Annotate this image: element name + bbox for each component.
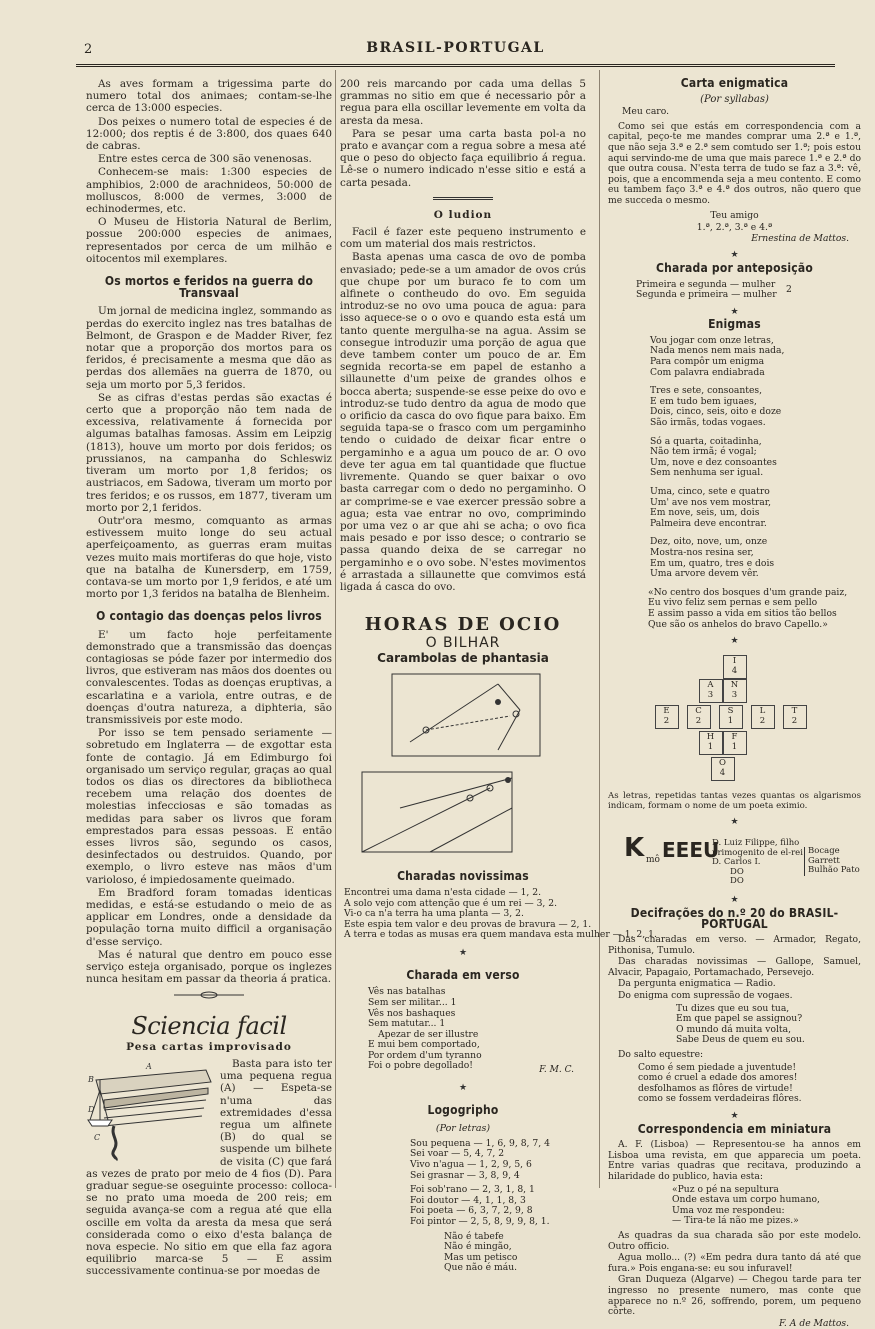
scale-illustration [86,1060,214,1160]
verse-line: Sem nenhuma ser igual. [650,467,764,479]
verse-line: Vês nos bashaques [368,1007,456,1019]
verse-line: Tres e sete, consoantes, [650,385,763,397]
article-heading: O ludion [433,208,493,221]
list-item: Encontrei uma dama n'esta cidade — 1, 2. [344,886,542,898]
rebus [608,833,861,889]
verse-line: Que não é máu. [444,1262,518,1274]
column-right [608,76,861,1329]
verse-line: Sou pequena — 1, 6, 9, 8, 7, 4 [410,1137,550,1149]
verse-line: Sem ser militar... 1 [368,996,457,1008]
star-divider: ★ [730,306,739,317]
grid-cell: N 3 [723,679,747,703]
grid-cell: T 2 [783,705,807,729]
star-divider: ★ [730,1111,739,1121]
grid-cell: H 1 [699,731,723,755]
list-item: A terra e todas as musas era quem mandava esta mulher — 1, 2, 1. [344,929,657,941]
quote-verse [648,588,861,630]
billiard-diagram-1 [340,670,586,762]
brace-number: 2 [786,283,792,295]
column-divider [599,70,600,1188]
column-left [86,78,332,1278]
verse-line: Foi poeta — 6, 3, 7, 2, 9, 8 [410,1205,533,1217]
paragraph: E' um facto hoje perfeitamente demonstrado que a transmissão das doenças contagiosas se póde fazer por intermedio dos livros, que estiveram nas mãos dos doentes ou convalescentes. Todas as doenças eruptivas, a escarlatina e a variola, entre outras, e de doenças d'outra natureza, a diphteria, são transmissiveis por este modo. [86,628,332,726]
svg-text:A: A [146,1062,152,1072]
verse-line: Em um, quatro, tres e dois [650,557,775,569]
verse-line: Palmeira deve encontrar. [650,517,767,529]
ornament-divider [86,991,332,1003]
list-item: A solo vejo com attenção que é um rei — 3, 2. [344,897,558,909]
paragraph: Em Bradford foram tomadas identicas medidas, e está-se estudando o meio de as applicar em Londres, onde a densidade da população torna muito difficil a organisação d'esse serviço. [86,886,332,948]
star-divider: ★ [730,816,739,827]
star-divider: ★ [730,636,739,647]
paragraph: Para se pesar uma carta basta pol-a no prato e avançar com a regua sobre a mesa até que o peso do objecto faça equilibrio á regua. Lê-se o numero indicado n'esse sitio e está a carta pesada. [340,127,586,189]
subheading: (Por syllabas) [700,93,769,105]
verse-line: Foi doutor — 4, 1, 1, 8, 3 [410,1194,526,1206]
divider [433,197,493,200]
article-heading: Charada por anteposição [656,260,813,275]
article-heading: Pesa cartas improvisado [126,1040,292,1053]
article-heading: Logogripho [427,1103,499,1118]
paragraph: A. F. (Lisboa) — Representou-se ha annos em Lisboa uma revista, em que apparecia um poeta. Entre varias quadras que recitava, produzindo a hilaridade do publico, havia esta: [608,1139,861,1182]
star-divider: ★ [730,250,739,261]
charadas-novissimas-list [344,886,657,941]
verse-line: Um' ave nos vem mostrar, [650,496,772,508]
grid-cell: A 3 [699,679,723,703]
verse-line: «No centro dos bosques d'um grande paiz, [648,586,848,598]
paragraph: As quadras da sua charada são por este modelo. Outro officio. [608,1229,861,1252]
verse-line: Primeira e segunda — mulher [636,278,776,290]
svg-text:C: C [94,1133,101,1143]
verse-line: Só a quarta, coitadinha, [650,435,762,447]
verse-line: Sei grasnar — 3, 8, 9, 4 [410,1169,520,1181]
pesa-cartas-article [86,1058,332,1278]
paragraph: Entre estes cerca de 300 são venenosas. [98,153,312,166]
paragraph: Basta apenas uma casca de ovo de pomba envasiado; pede-se a um amador de ovos crús que chupe por um buraco fe to com um alfinete o contheudo do ovo. Em seguida introduz-se no ovo uma pouca de agua: para isso aquece-se o o ovo e quando esta está um tanto quente mergulha-se na agua. Assim se consegue introduzir uma porção de agua que deve tambem conter um pouco de ar. Em segnida recorta-se em papel de estanho a sillaunette d'um peixe de grandes olhos e bocca aberta; suspende-se esse peixe do ovo e introduz-se tudo dentro da agua de modo que o orificio da casca do ovo fique para baixo. Em seguida tapa-se o frasco com um pergaminho tendo o cuidado de deixar ficar entre o pergaminho e a agua um pouco de ar. O ovo deve ter agua em tal quantidade que fluctue livremente. Quando se quer baixar o ovo basta carregar com o dedo no pergaminho. O ar comprime-se e vae exercer pressão sobre a agua; esta vae entrar no ovo, comprimindo por uma vez o ar que ahi se acha; o ovo fica mais pesado e por isso desce; o contrario se passa quando deixa de se carregar no pergaminho e o ovo sobe. N'estes movimentos é arrastada a sillaunette que comvimos está ligada á casca do ovo. [340,251,586,593]
rebus-eeeu: EEEU [662,838,720,863]
anteposicao [636,280,861,301]
page-header [76,38,835,67]
grid-cell: C 2 [687,705,711,729]
verse-line: E assim passo a vida em sitios tão bellos [648,607,837,619]
grid-cell: O 4 [711,757,735,781]
rebus-k: K [624,833,645,864]
svg-text:B: B [88,1075,94,1085]
paragraph: Outr'ora mesmo, comquanto as armas estivessem muito longe do seu actual aperfeiçoamento, as guerras eram muitas vezes muito mais mortiferas do que hoje, visto que na batalha de Kunersderp, em 1759, contava-se um morto por 1,9 feridos, e até um morto por 1,3 feridos na batalha de Blenheim. [86,514,332,601]
paragraph: Gran Duqueza (Algarve) — Chegou tarde para ter ingresso no presente numero, mas conte que apparece no n.º 26, soffrendo, porem, um pequeno côrte. [608,1274,861,1318]
article-heading: O contagio das doenças pelos livros [96,609,322,624]
verse-line: Uma arvore devem vêr. [650,568,759,580]
star-divider: ★ [458,947,468,958]
article-heading: Charada em verso [406,968,520,983]
paragraph: Como sei que estás em correspondencia com a capital, peço-te me mandes comprar uma 2.ª e 1.ª, que não seja 3.ª e 2.ª sem comtudo ser 1.ª; pois estou aqui servindo-me de uma que mais parece 1.ª e 2.ª do que outra cousa. N'esta terra de tudo se faz a 3.ª: vê, pois, que a encommenda seja a meu contento. E como eu tambem faço 3.ª e 4.ª dos outros, não quero que me succeda o mesmo. [608,120,861,206]
verse-line: São irmãs, todas vogaes. [650,417,766,429]
verse-line: E mui bem comportado, [368,1039,480,1051]
verse-line: Nada menos nem mais nada, [650,345,785,357]
verse-line: Sem matutar... 1 [368,1018,446,1030]
paragraph: O Museu de Historia Natural de Berlim, possue 200:000 especies de animaes, representados por cerca de um milhão e oitocentos mil exemplares. [86,216,332,265]
paragraph: 200 reis marcando por cada uma dellas 5 grammas no sitio em que é necessario pôr a regua para ella oscillar levemente em volta da aresta da mesa. [340,78,586,127]
verse-line: Um, nove e dez consoantes [650,456,777,468]
star-divider: ★ [458,1083,468,1094]
article-heading: Os mortos e feridos na guerra do Transvaal [104,274,314,301]
paragraph: Mas é natural que dentro em pouco esse serviço esteja organisado, porque os inglezes nunca hesitam em passar da theoria á pratica. [86,948,332,986]
verse-line: Em nove, seis, um, dois [650,507,760,519]
article-heading: Charadas novissimas [397,868,529,883]
grid-cell: F 1 [723,731,747,755]
column-divider [335,70,336,1188]
article-heading: Carambolas de phantasia [377,650,549,665]
paragraph: Da pergunta enigmatica — Radio. [618,978,776,990]
verse-line: Uma, cinco, sete e quatro [650,486,770,497]
subheading: (Por letras) [435,1122,491,1134]
article-heading: Enigmas [708,317,761,332]
verse-line: Com palavra endiabrada [650,366,765,378]
section-title-ornate: HORAS DE OCIO [364,614,562,636]
svg-text:D: D [88,1105,95,1115]
grid-cell: S 1 [719,705,743,729]
article-heading: Correspondencia em miniatura [637,1121,832,1136]
closing-numbers: 1.ª, 2.ª, 3.ª e 4.ª [696,222,773,234]
verse-line: Sei voar — 5, 4, 7, 2 [410,1148,505,1160]
list-item: Este espia tem valor e deu provas de bravura — 2, 1. [344,918,592,930]
paragraph: Do enigma com supressão de vogaes. [618,990,793,1002]
verse-line: Por ordem d'um tyranno [368,1049,482,1061]
signature: Ernestina de Mattos. [751,232,849,244]
star-divider: ★ [730,895,739,906]
paragraph: Se as cifras d'estas perdas são exactas é certo que a proporção não tem nada de excessiva, relativamente á fornecida por algumas batalhas famosas. Assim em Leipzig (1813), houve um morto por dois feridos; os prussianos, na campanha do Schleswiz tiveram um morto por 1,8 feridos; os austriacos, em Sadowa, tiveram um morto por tres feridos; e os russos, em 1877, tiveram um morto por 2,1 feridos. [86,391,332,514]
paragraph: Conhecem-se mais: 1:300 especies de amphibios, 2:000 de arachnideos, 50:000 de molluscos, 8:000 de vermes, 3:000 de echinodermes, etc. [86,166,332,216]
charada-verso [368,987,586,1072]
enigma-verse [650,336,861,580]
verse-line: Não tem irmã; é vogal; [650,446,757,458]
verse-line: Segunda e primeira — mulher [636,289,777,301]
rebus-mo: mô [646,855,660,866]
verse-line: Eu vivo feliz sem pernas e sem pello [648,597,818,609]
page-number: 2 [84,42,93,57]
salutation: Meu caro. [622,106,669,118]
verse-line: Não é mingão, [444,1241,512,1253]
page-title: BRASIL-PORTUGAL [366,40,545,56]
paragraph: Basta para isto ter uma pequena regua (A) — Espeta-se n'uma das extremidades d'essa regua um alfinete (B) do qual se suspende um bilhete de visita (C) que fará as vezes de prato por meio de 4 fios (D). Para graduar segue-se oseguinte processo: colloca-se no prato uma moeda de 200 reis; em seguida avança-se com a regua até que ella oscille em volta da aresta da mesa que será considerada como o eixo d'esta balança de nova especie. No sitio em que ella faz agora equilibrio marca-se 5 — E assim successivamente continua-se por moedas de [86,1058,332,1278]
verse-line: Foi o pobre degollado! [368,1060,473,1072]
article-heading: Decifrações do n.º 20 do BRASIL-PORTUGAL [630,905,839,931]
paragraph: Agua mollo... (?) «Em pedra dura tanto dá até que fura.» Pois engana-se: eu sou infuravel! [608,1252,861,1274]
verse-line: Que são os anhelos do bravo Capello.» [648,618,828,630]
verse-line: Não é tabefe [444,1230,504,1242]
article-heading: Carta enigmatica [680,76,789,90]
billiard-diagram-2 [340,768,586,862]
closing: Teu amigo [710,209,759,221]
signature: F. A de Mattos. [778,1317,849,1329]
quote-verse: «Puz o pé na sepultura Onde estava um corpo humano, Uma voz me respondeu: — Tira-te lá não me pizes.» [672,1183,820,1227]
section-title-script: Sciencia facil [131,1011,287,1040]
letter-cross-grid [655,655,815,785]
paragraph: Por isso se tem pensado seriamente — sobretudo em Inglaterra — de exgottar esta fonte de contagio. Já em Edimburgo foi organisado um serviço regular, graças ao qual todos os dias os directores da bibliotheca recebem uma relação dos doentes de molestias infecciosas e são tomadas as medidas para saber os livros que foram emprestados para essas pessoas. E então esses livros são, segundo os casos, desinfectados ou destruidos. Quando, por exemplo, o livro esteve nas mãos d'um varioloso, é impiedosamente queimado. [86,727,332,886]
grid-cell: E 2 [655,705,679,729]
verse-line: E em tudo bem iguaes, [650,395,757,407]
verse-line: Mostra-nos resina ser, [650,546,754,558]
list-item: Vi-o ca n'a terra ha uma planta — 3, 2. [344,908,524,920]
paragraph: Das charadas novissimas — Gallope, Samuel, Alvacir, Papagaio, Portamachado, Persevejo. [608,956,861,978]
verse-line: Foi sob'rano — 2, 3, 1, 8, 1 [410,1184,535,1196]
paragraph: As aves formam a trigessima parte do numero total dos animaes; contam-se-lhe cerca de 13:000 especies. [86,78,332,115]
rebus-text: D. Luiz Filippe, filho primogenito de el-rei D. Carlos I. DO DO [712,838,803,887]
verse-line: Foi pintor — 2, 5, 8, 9, 9, 8, 1. [410,1216,550,1228]
paragraph: Dos peixes o numero total de especies é de 12:000; dos reptis é de 3:800, dos quaes 640 de cabras. [86,115,332,153]
section-subtitle: O BILHAR [425,635,501,652]
verse-line: Vou jogar com onze letras, [650,334,774,346]
grid-cell: L 2 [751,705,775,729]
rebus-poets: Bocage Garrett Bulhão Pato [804,847,860,876]
signature: F. M. C. [539,1065,574,1076]
paragraph: Das charadas em verso. — Armador, Regato, Pithonisa, Tumulo. [608,934,861,956]
salto-verse: Como é sem piedade a juventude! como é cruel a edade dos amores! desfolhamos as flôres de virtude! como se fossem verdadeiras flôres. [638,1061,802,1105]
decifracao-verse: Tu dizes que eu sou tua, Em que papel se assignou? O mundo dá muita volta, Sabe Deus de quem eu sou. [676,1002,805,1046]
paragraph: Facil é fazer este pequeno instrumento e com um material dos mais restrictos. [340,226,586,251]
verse-line: Para compôr um enigma [650,356,765,368]
verse-line: Dez, oito, nove, um, onze [650,536,768,548]
verse-line: Apezar de ser illustre [378,1028,479,1040]
logogripho-verse [410,1139,586,1274]
grid-caption: As letras, repetidas tantas vezes quantas os algarismos indicam, formam o nome de um poeta eximio. [608,790,861,811]
verse-line: Vês nas batalhas [368,986,446,998]
paragraph: Um jornal de medicina inglez, sommando as perdas do exercito inglez nas tres batalhas de Belmont, de Graspon e de Madder River, fez notar que a proporção dos mortos para os feridos, é precisamente a mesma que dão as perdas dos allemães na guerra de 1870, ou seja um morto por 5,3 feridos. [86,305,332,391]
grid-cell: I 4 [723,655,747,679]
verse-line: Mas um petisco [444,1251,518,1263]
verse-line: Dois, cinco, seis, oito e doze [650,406,782,418]
verse-line: Vivo n'agua — 1, 2, 9, 5, 6 [410,1159,532,1171]
paragraph: Do salto equestre: [618,1049,704,1061]
